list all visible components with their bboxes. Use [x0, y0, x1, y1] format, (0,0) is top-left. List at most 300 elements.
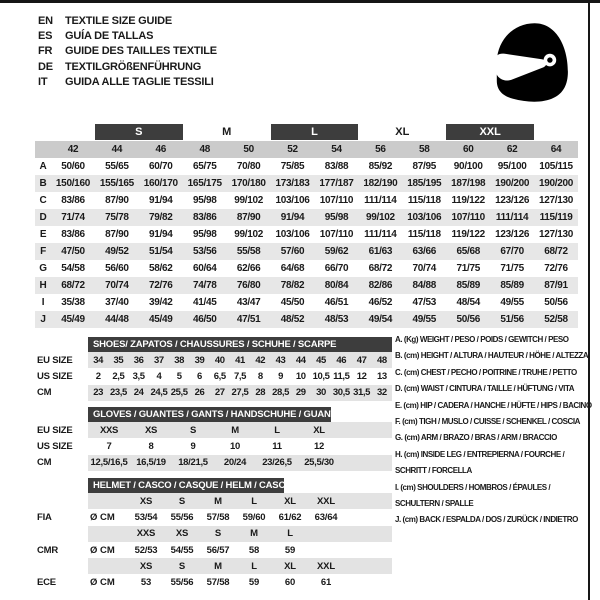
measurement-cell: 61/62 — [278, 511, 302, 523]
measurement-cell: 72/76 — [544, 263, 568, 274]
size-cell: 23,5 — [109, 387, 127, 399]
measurement-cell: 58 — [248, 544, 260, 556]
size-cell: 11,5 — [333, 370, 350, 382]
helmet-value-row — [37, 542, 397, 558]
measurement-cell: 83/86 — [192, 212, 217, 223]
measurement-cell: 91/94 — [280, 212, 305, 223]
helmet-size-table — [37, 478, 397, 591]
measurement-cell: 65/68 — [456, 246, 480, 257]
measurement-cell: 53/56 — [192, 246, 217, 257]
measurement-cell: 37/40 — [105, 297, 129, 308]
size-cell: 10 — [230, 440, 240, 452]
size-cell: 46 — [336, 354, 347, 366]
size-cell: 13 — [376, 370, 387, 382]
row-band — [88, 422, 392, 438]
measurement-cell: 53/54 — [134, 511, 158, 523]
measurement-cell: 47/53 — [412, 297, 437, 308]
size-cell: 16,5/19 — [136, 457, 166, 469]
size-cell: 25,5/30 — [304, 457, 334, 469]
measurement-cell: 59 — [284, 544, 296, 556]
size-cell: S — [178, 560, 186, 572]
helmet-size-row — [37, 558, 397, 574]
measurement-cell: 85/89 — [456, 280, 480, 291]
size-cell: 28 — [255, 387, 266, 399]
size-cell: 12,5/16,5 — [90, 457, 128, 469]
measurement-cell: 107/110 — [319, 195, 354, 206]
table-row — [35, 192, 578, 209]
size-cell: M — [250, 528, 258, 540]
diameter-label: Ø CM — [90, 577, 115, 589]
measurement-cell: 119/122 — [451, 195, 485, 206]
measurement-cell: 57/60 — [280, 246, 305, 257]
language-code: ES — [38, 30, 53, 43]
size-cell: 6 — [197, 370, 202, 382]
row-label — [37, 526, 88, 542]
size-cell: 11 — [272, 440, 282, 452]
measurement-cell: 50/56 — [456, 314, 480, 325]
size-cell: 27,5 — [231, 387, 249, 399]
measurement-cell: 47/50 — [61, 246, 85, 257]
measurement-cell: 70/80 — [236, 161, 261, 172]
measurement-cell: 87/91 — [544, 280, 568, 291]
size-cell: 41 — [235, 354, 245, 366]
helmet-icon — [486, 14, 576, 108]
size-cell: M — [214, 495, 222, 507]
size-cell: 20/24 — [223, 457, 247, 469]
measurement-cell: 185/195 — [407, 178, 442, 189]
measurement-cell: 85/89 — [500, 280, 524, 291]
size-header-cell: 62 — [506, 144, 518, 155]
row-label: EU SIZE — [37, 424, 73, 436]
gloves-title-row — [37, 407, 397, 422]
size-cell: 7,5 — [233, 370, 246, 382]
size-cell: 27 — [214, 387, 225, 399]
size-cell: 2 — [95, 370, 101, 382]
measurement-cell: 71/75 — [500, 263, 524, 274]
measurement-cell: 49/55 — [500, 297, 524, 308]
size-group-xxl: XXL — [446, 124, 534, 140]
measurement-cell: 61 — [320, 577, 332, 589]
measurement-cell: 76/80 — [236, 280, 261, 291]
bar-spacer — [37, 407, 88, 422]
row-letter: G — [39, 263, 47, 274]
size-cell: 30,5 — [332, 387, 350, 399]
measurement-cell: 49/55 — [412, 314, 437, 325]
measurement-cell: 72/76 — [149, 280, 173, 291]
measurement-cell: 75/85 — [280, 161, 305, 172]
row-letter: A — [39, 161, 47, 172]
row-band — [88, 509, 392, 525]
measurement-cell: 46/52 — [368, 297, 393, 308]
measurement-cell: 45/49 — [149, 314, 173, 325]
size-group-xl: XL — [395, 126, 410, 138]
measurement-cell: 55/56 — [170, 577, 194, 589]
size-header-cell: 54 — [331, 144, 342, 155]
size-cell: 35 — [113, 354, 124, 366]
row-label: CM — [37, 387, 52, 399]
row-letter: D — [39, 212, 47, 223]
shoes-rows — [37, 352, 397, 401]
measurement-cell: 103/106 — [275, 195, 310, 206]
language-row — [38, 44, 217, 59]
size-cell: 12 — [314, 440, 324, 452]
row-band — [88, 385, 392, 401]
legend-item: I. (cm) SHOULDERS / HOMBROS / ÉPAULES / SCHULTERN / SPALLE — [395, 482, 551, 509]
size-cell: 25,5 — [170, 387, 188, 399]
measurement-cell: 115/118 — [407, 195, 441, 206]
measurement-cell: 173/183 — [275, 178, 310, 189]
size-cell: 23 — [93, 387, 104, 399]
measurement-cell: 99/102 — [234, 195, 264, 206]
row-letter: E — [39, 229, 47, 240]
measurement-cell: 165/175 — [187, 178, 222, 189]
measurement-cell: 46/50 — [192, 314, 217, 325]
diameter-label: Ø CM — [90, 544, 115, 556]
size-cell: 32 — [376, 387, 387, 399]
helmet-title-row — [37, 478, 397, 493]
size-cell: 45 — [316, 354, 326, 366]
measurement-cell: 49/52 — [105, 246, 129, 257]
size-cell: 34 — [93, 354, 104, 366]
size-header-cell: 56 — [375, 144, 386, 155]
helmet-value-row — [37, 509, 397, 525]
measurement-cell: 49/54 — [368, 314, 393, 325]
measurement-cell: 123/126 — [495, 229, 530, 240]
language-code: DE — [38, 60, 53, 73]
measurement-cell: 70/74 — [105, 280, 129, 291]
measurement-cell: 68/72 — [544, 246, 568, 257]
size-cell: M — [214, 560, 222, 572]
shoes-title-row — [37, 337, 397, 352]
measurement-cell: 57/58 — [206, 577, 230, 589]
language-code: IT — [38, 76, 48, 89]
measurement-cell: 46/51 — [324, 297, 349, 308]
measurement-cell: 41/45 — [192, 297, 217, 308]
standard-label: CMR — [37, 544, 59, 556]
size-header-cell: 46 — [155, 144, 167, 155]
measurement-cell: 182/190 — [363, 178, 398, 189]
measurement-cell: 45/50 — [280, 297, 305, 308]
measurement-cell: 111/114 — [364, 195, 397, 206]
measurement-cell: 66/70 — [324, 263, 349, 274]
measurement-cell: 44/48 — [105, 314, 129, 325]
language-title: GUÍA DE TALLAS — [65, 30, 154, 43]
measurement-cell: 55/56 — [170, 511, 194, 523]
table-row — [35, 294, 578, 311]
measurement-cell: 56/60 — [105, 263, 129, 274]
language-row — [38, 75, 217, 90]
gloves-rows — [37, 422, 397, 471]
size-cell: XS — [175, 528, 189, 540]
size-cell: XL — [313, 424, 325, 436]
table-row — [37, 368, 397, 384]
measurement-cell: 52/53 — [134, 544, 158, 556]
legend-item: J. (cm) BACK / ESPALDA / DOS / ZURÜCK / INDIETRO — [395, 515, 578, 525]
measurement-cell: 57/58 — [206, 511, 230, 523]
legend-item: E. (cm) HIP / CADERA / HANCHE / HÜFTE / HIPS / BACINO — [395, 400, 592, 410]
gloves-size-table — [37, 407, 397, 471]
helmet-rows — [37, 493, 397, 591]
measurement-cell: 107/110 — [451, 212, 485, 223]
size-cell: L — [251, 560, 257, 572]
row-band — [88, 438, 392, 454]
row-band — [88, 493, 392, 509]
row-band — [88, 542, 392, 558]
size-cell: 48 — [376, 354, 387, 366]
measurement-cell: 74/78 — [192, 280, 217, 291]
size-cell: 26 — [194, 387, 205, 399]
row-letter: C — [39, 195, 47, 206]
table-row — [37, 438, 397, 454]
measurement-cell: 71/74 — [61, 212, 85, 223]
measurement-cell: 68/72 — [61, 280, 85, 291]
helmet-size-row — [37, 526, 397, 542]
measurement-cell: 61/63 — [368, 246, 393, 257]
measurement-cell: 87/90 — [105, 229, 129, 240]
size-cell: 9 — [190, 440, 196, 452]
measurement-cell: 107/110 — [319, 229, 354, 240]
language-row — [38, 59, 217, 74]
size-cell: M — [231, 424, 239, 436]
size-cell: 36 — [133, 354, 144, 366]
row-label — [37, 558, 88, 574]
size-cell: 9 — [278, 370, 283, 382]
size-cell: 8 — [257, 370, 263, 382]
language-title: TEXTILE SIZE GUIDE — [65, 14, 173, 27]
size-cell: 24 — [133, 387, 144, 399]
measurement-cell: 99/102 — [365, 212, 395, 223]
measurement-cell: 155/165 — [99, 178, 134, 189]
size-cell: XS — [144, 424, 158, 436]
size-group-l: L — [271, 124, 359, 140]
measurement-cell: 170/180 — [231, 178, 266, 189]
table-row — [35, 209, 578, 226]
shoes-table-title: SHOES/ ZAPATOS / CHAUSSURES / SCHUHE / SCARPE — [88, 337, 392, 352]
measurement-cell: 79/82 — [149, 212, 173, 223]
table-row — [35, 175, 578, 192]
size-cell: 47 — [356, 354, 367, 366]
size-cell: XXL — [317, 560, 335, 572]
measurement-cell: 95/98 — [192, 229, 217, 240]
row-band — [88, 558, 392, 574]
size-header-cell: 52 — [287, 144, 298, 155]
legend-item: B. (cm) HEIGHT / ALTURA / HAUTEUR / HÖHE / ALTEZZA — [395, 351, 589, 361]
measurement-cell: 52/58 — [544, 314, 568, 325]
top-border-line — [0, 0, 600, 3]
size-header-cell: 42 — [67, 144, 79, 155]
measurement-cell: 177/187 — [319, 178, 354, 189]
size-cell: 39 — [194, 354, 205, 366]
table-row — [35, 243, 578, 260]
row-label: EU SIZE — [37, 354, 73, 366]
size-cell: S — [214, 528, 222, 540]
measurement-cell: 84/88 — [412, 280, 437, 291]
size-cell: 42 — [255, 354, 266, 366]
table-row — [35, 311, 578, 328]
table-row — [37, 422, 397, 438]
measurement-cell: 60/70 — [149, 161, 173, 172]
measurement-cell: 62/66 — [236, 263, 261, 274]
size-cell: XS — [139, 560, 153, 572]
size-cell: 6,5 — [213, 370, 226, 382]
measurement-cell: 83/88 — [324, 161, 349, 172]
measurement-cell: 85/92 — [368, 161, 393, 172]
size-cell: XXS — [136, 528, 156, 540]
measurement-cell: 91/94 — [149, 229, 173, 240]
row-band — [88, 574, 392, 590]
measurement-cell: 75/78 — [105, 212, 129, 223]
measurement-cell: 160/170 — [143, 178, 178, 189]
size-cell: XL — [284, 560, 296, 572]
size-group-m: M — [222, 126, 232, 138]
measurement-cell: 95/98 — [192, 195, 217, 206]
size-cell: 8 — [148, 440, 154, 452]
size-cell: 44 — [295, 354, 306, 366]
measurement-rows — [35, 158, 578, 328]
measurement-cell: 99/102 — [234, 229, 264, 240]
gloves-table-title: GLOVES / GUANTES / GANTS / HANDSCHUHE / GUANTI — [88, 407, 331, 422]
measurement-cell: 150/160 — [55, 178, 90, 189]
measurement-cell: 54/55 — [170, 544, 194, 556]
measurement-cell: 43/47 — [236, 297, 261, 308]
language-row — [38, 13, 217, 28]
legend-item: G. (cm) ARM / BRAZO / BRAS / ARM / BRACCIO — [395, 433, 557, 443]
measurement-cell: 187/198 — [451, 178, 486, 189]
measurement-cell: 119/122 — [451, 229, 485, 240]
measurement-cell: 55/65 — [105, 161, 129, 172]
size-cell: 29 — [295, 387, 306, 399]
helmet-value-row — [37, 574, 397, 590]
measurement-cell: 91/94 — [149, 195, 173, 206]
measurement-cell: 58/62 — [149, 263, 173, 274]
size-cell: 12 — [356, 370, 367, 382]
size-cell: XXS — [99, 424, 119, 436]
size-cell: 24,5 — [150, 387, 168, 399]
size-cell: XXL — [317, 495, 335, 507]
size-cell: 28,5 — [272, 387, 289, 399]
measurement-cell: 103/106 — [407, 212, 442, 223]
measurement-cell: 68/72 — [368, 263, 393, 274]
measurement-cell: 127/130 — [539, 229, 574, 240]
measurement-cell: 60/64 — [192, 263, 217, 274]
helmet-table-title: HELMET / CASCO / CASQUE / HELM / CASCO — [88, 478, 284, 493]
size-cell: 18/21,5 — [178, 457, 208, 469]
size-header-cell: 64 — [550, 144, 562, 155]
legend-item: F. (cm) TIGH / MUSLO / CUISSE / SCHENKEL / COSCIA — [395, 417, 580, 427]
size-header-cell: 44 — [111, 144, 123, 155]
textile-size-table — [35, 124, 578, 328]
shoes-size-table — [37, 337, 397, 401]
measurement-cell: 95/98 — [324, 212, 349, 223]
language-code: FR — [38, 45, 53, 58]
measurement-cell: 39/42 — [149, 297, 173, 308]
size-cell: 30 — [316, 387, 326, 399]
measurement-cell: 53 — [140, 577, 152, 589]
measurement-cell: 54/58 — [61, 263, 85, 274]
measurement-cell: 87/90 — [105, 195, 129, 206]
measurement-cell: 95/100 — [497, 161, 527, 172]
row-band — [88, 526, 392, 542]
measurement-cell: 115/118 — [407, 229, 441, 240]
size-cell: 10 — [295, 370, 306, 382]
language-title-list — [38, 13, 217, 90]
table-row — [35, 277, 578, 294]
size-cell: 43 — [275, 354, 286, 366]
table-row — [37, 352, 397, 368]
legend-item: H. (cm) INSIDE LEG / ENTREPIERNA / FOURCHE / SCHRITT / FORCELLA — [395, 449, 565, 476]
measurement-cell: 90/100 — [453, 161, 483, 172]
language-code: EN — [38, 14, 53, 27]
measurement-cell: 67/70 — [500, 246, 524, 257]
size-cell: 7 — [106, 440, 112, 452]
measurement-cell: 63/64 — [314, 511, 338, 523]
size-cell: 23/26,5 — [262, 457, 292, 469]
measurement-cell: 50/56 — [544, 297, 568, 308]
measurement-cell: 45/49 — [61, 314, 85, 325]
size-cell: 10,5 — [312, 370, 330, 382]
size-header-cell: 60 — [462, 144, 474, 155]
size-cell: L — [274, 424, 280, 436]
bar-spacer — [37, 337, 88, 352]
size-cell: L — [287, 528, 293, 540]
row-label: US SIZE — [37, 370, 73, 382]
size-number-row — [35, 141, 578, 158]
legend-item: D. (cm) WAIST / CINTURA / TAILLE / HÜFTUNG / VITA — [395, 384, 575, 394]
legend-item: A. (Kg) WEIGHT / PESO / POIDS / GEWITCH / PESO — [395, 335, 569, 344]
measurement-cell: 190/200 — [539, 178, 574, 189]
table-row — [37, 385, 397, 401]
measurement-cell: 35/38 — [61, 297, 85, 308]
language-title: GUIDE DES TAILLES TEXTILE — [65, 45, 217, 58]
measurement-cell: 63/66 — [412, 246, 437, 257]
measurement-cell: 105/115 — [539, 161, 573, 172]
size-group-s: S — [95, 124, 183, 140]
measurement-cell: 51/54 — [149, 246, 173, 257]
row-band — [88, 352, 392, 368]
size-cell: XL — [284, 495, 296, 507]
measurement-cell: 70/74 — [412, 263, 437, 274]
table-row — [35, 226, 578, 243]
size-cell: 5 — [176, 370, 182, 382]
measurement-cell: 59/60 — [242, 511, 266, 523]
diameter-label: Ø CM — [90, 511, 115, 523]
measurement-cell: 65/75 — [192, 161, 217, 172]
standard-label: FIA — [37, 511, 52, 523]
table-row — [35, 260, 578, 277]
size-cell: 38 — [174, 354, 185, 366]
measurement-cell: 80/84 — [324, 280, 349, 291]
row-letter: F — [40, 246, 46, 257]
row-band — [88, 455, 392, 471]
measurement-cell: 127/130 — [539, 195, 574, 206]
size-cell: S — [189, 424, 197, 436]
measurement-cell: 64/68 — [280, 263, 305, 274]
measurement-cell: 50/60 — [61, 161, 85, 172]
measurement-cell: 190/200 — [495, 178, 530, 189]
size-header-cell: 48 — [199, 144, 210, 155]
measurement-cell: 47/51 — [236, 314, 261, 325]
row-label: CM — [37, 457, 52, 469]
size-cell: 37 — [154, 354, 164, 366]
size-cell: 2,5 — [112, 370, 125, 382]
measurement-cell: 111/114 — [364, 229, 397, 240]
measurement-cell: 48/52 — [280, 314, 305, 325]
measurement-cell: 59/62 — [324, 246, 349, 257]
row-label — [37, 493, 88, 509]
measurement-cell: 87/90 — [236, 212, 261, 223]
row-label: US SIZE — [37, 440, 73, 452]
size-cell: XS — [139, 495, 153, 507]
